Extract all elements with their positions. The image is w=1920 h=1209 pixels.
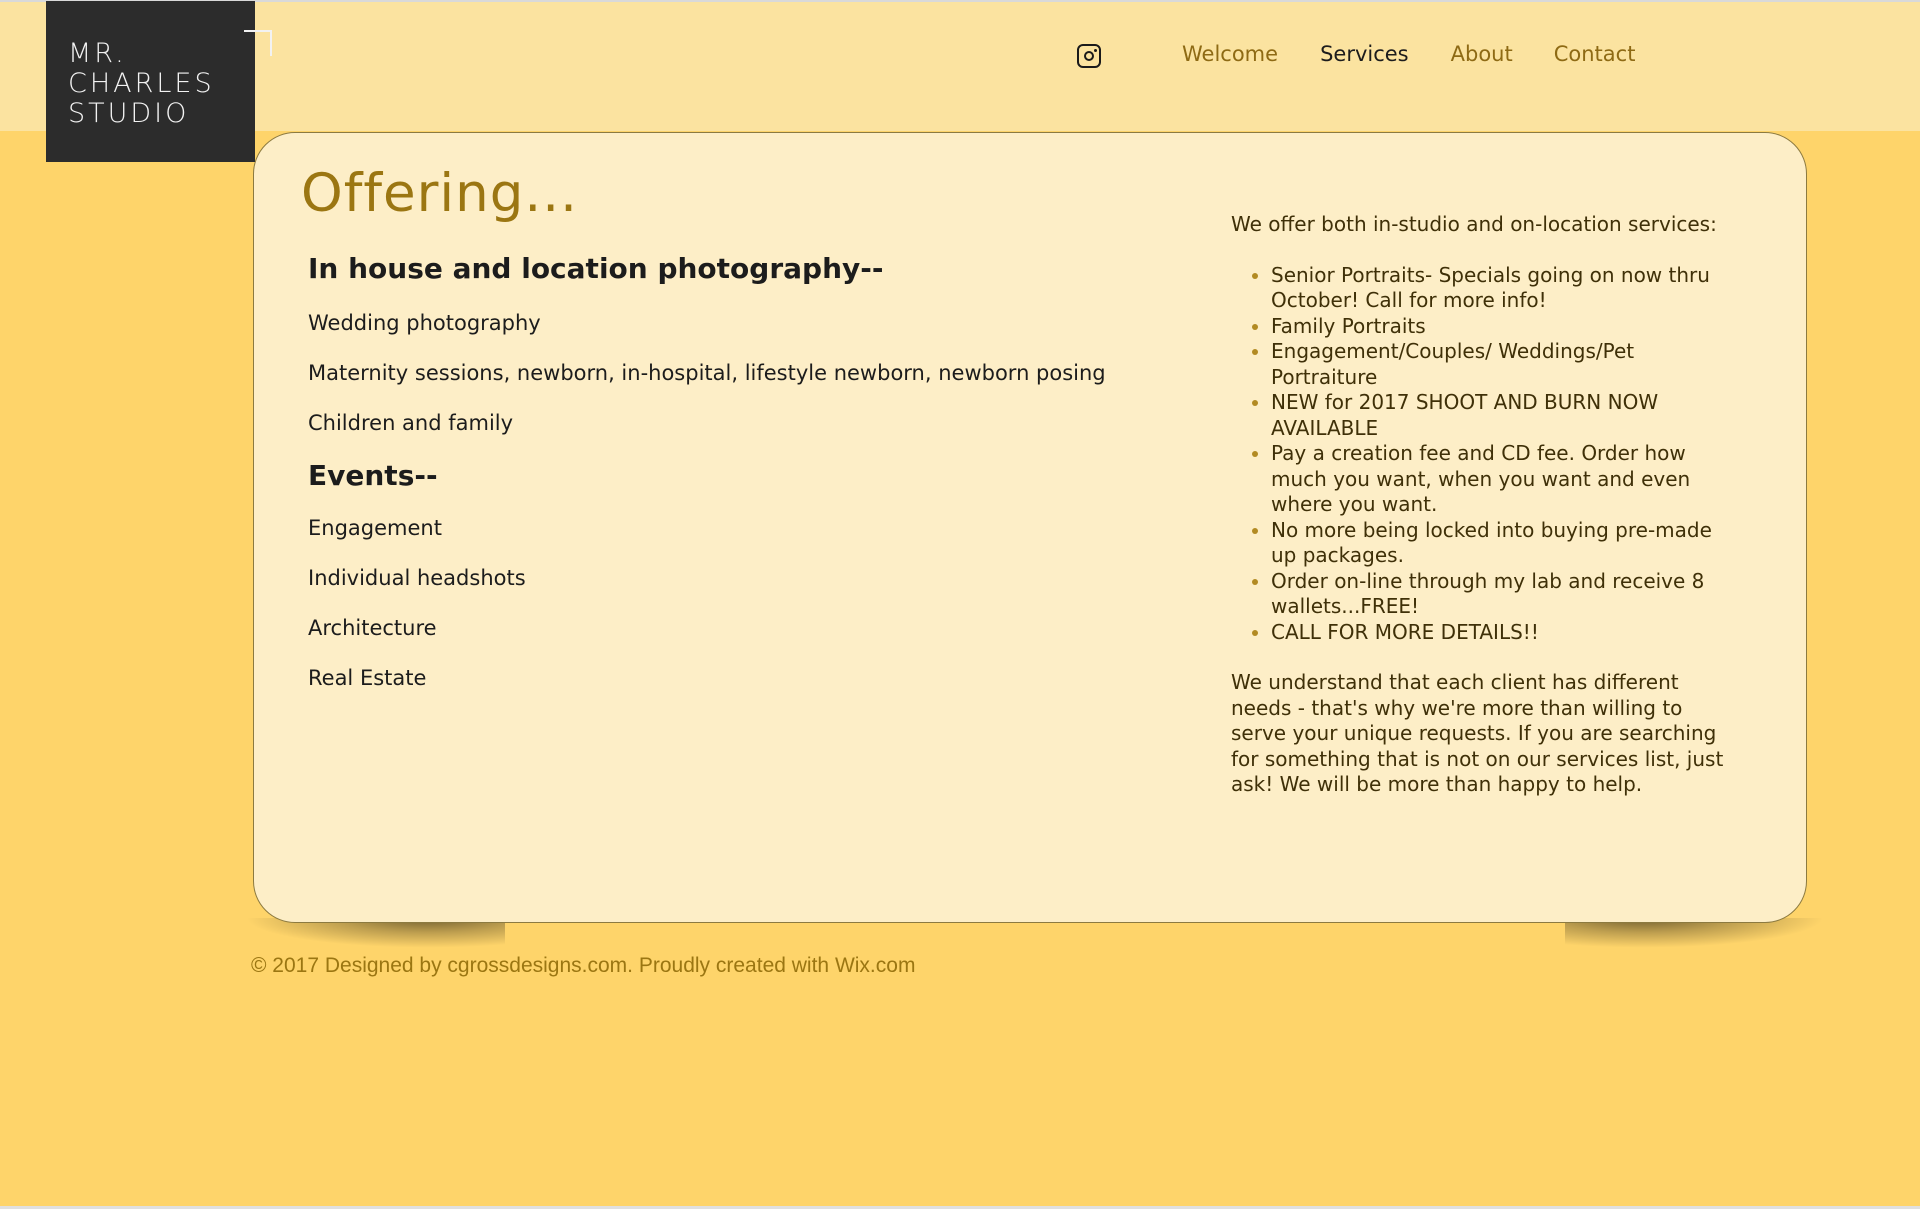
logo-text: [68, 39, 215, 129]
list-item: Engagement: [308, 516, 442, 540]
outro-text: We understand that each client has different needs - that's why we're more than willing to serve your unique requests. If you are searching for something that is not on our services list, just ask! We will be more than happy to help.: [1231, 670, 1724, 796]
bullet-item: • NEW for 2017 SHOOT AND BURN NOW AVAILABLE: [1271, 390, 1726, 441]
services-list-left: [308, 252, 1106, 690]
list-item: Architecture: [308, 616, 437, 640]
bullet-item: • Order on-line through my lab and receive 8 wallets...FREE!: [1271, 569, 1726, 620]
logo-corner-mark: [244, 30, 272, 56]
logo-line-3: STUDIO: [68, 98, 190, 129]
bullet-item: • CALL FOR MORE DETAILS!!: [1271, 620, 1726, 646]
list-item: Individual headshots: [308, 566, 526, 590]
section-heading-events: Events--: [308, 459, 438, 492]
nav-item-services[interactable]: Services: [1320, 42, 1409, 66]
instagram-icon[interactable]: [1077, 44, 1101, 68]
services-details-right: [1231, 212, 1726, 798]
intro-text: We offer both in-studio and on-location services:: [1231, 212, 1717, 236]
bullet-item: • No more being locked into buying pre-made up packages.: [1271, 518, 1726, 569]
list-item: Children and family: [308, 411, 514, 435]
list-item: Maternity sessions, newborn, in-hospital, lifestyle newborn, newborn posing: [308, 361, 1106, 385]
nav-item-about[interactable]: About: [1450, 42, 1513, 66]
logo[interactable]: [46, 1, 255, 162]
bullet-item: • Senior Portraits- Specials going on now thru October! Call for more info!: [1271, 263, 1726, 314]
page-title: Offering...: [301, 163, 578, 224]
footer-text: © 2017 Designed by cgrossdesigns.com. Proudly created with Wix.com: [251, 954, 916, 977]
bullet-item: • Pay a creation fee and CD fee. Order how much you want, when you want and even where you want.: [1271, 441, 1726, 518]
logo-line-1: MR.: [68, 38, 127, 69]
nav-item-contact[interactable]: Contact: [1553, 42, 1636, 66]
list-item: Real Estate: [308, 666, 427, 690]
section-heading-photography: In house and location photography--: [308, 252, 884, 285]
main-nav: [1182, 42, 1635, 66]
bullet-item: • Engagement/Couples/ Weddings/Pet Portraiture: [1271, 339, 1726, 390]
nav-item-welcome[interactable]: Welcome: [1182, 42, 1279, 66]
bullet-item: • Family Portraits: [1271, 314, 1726, 340]
list-item: Wedding photography: [308, 311, 541, 335]
logo-line-2: CHARLES: [68, 68, 215, 99]
services-bullets: [1231, 263, 1726, 646]
